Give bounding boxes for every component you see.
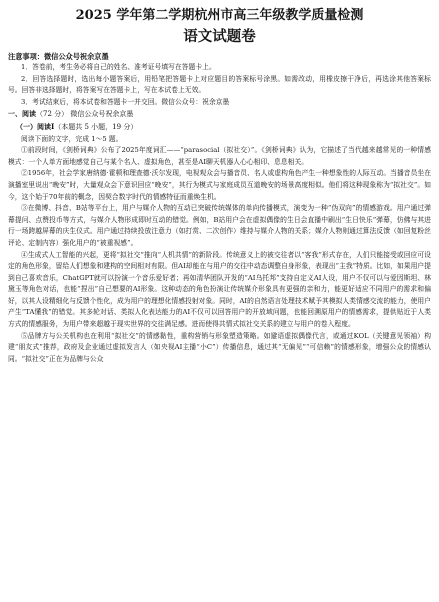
notice-heading: 注意事项：微信公众号祝余京墨 [8, 52, 109, 61]
passage-paragraph-3: ③在微博、抖音、B站等平台上，用户与媒介人物的互动已突破传统媒体的单向传播模式，演变为一种“伪双向”的情感游戏。用户通过弹幕提问、点赞投币等方式，与媒介人物形成即时互动的错觉。例如，B站用户会在虚拟偶像的生日会直播中刷出“生日快乐”弹幕，仿佛与其进行一场跨越屏幕的庆生仪式。用户通过持续投放注意力（如打赏、二次创作）维持与媒介人物的关系；媒介人物则通过算法反馈（如回复粉丝评论、定制内容）强化用户的“被重视感”。 [8, 204, 431, 247]
reading-heading [16, 121, 431, 134]
passage-paragraph-1: ①前段时间，《剑桥词典》公布了2025年度词汇——“parasocial（拟社交）”。《剑桥词典》认为，它描述了当代越来越常见的一种情感模式：一个人单方面地感觉自己与某个名人、虚拟角色，甚至是AI聊天机器人心心相印、息息相关。 [8, 146, 431, 166]
passage-paragraph-4: ④生成式人工智能的兴起，更将“拟社交”推向“人机共情”的新阶段。传统意义上的被交往者以“客我”形式存在，人们只能接受或回应可设定的角色形象，留给人们想象和建构的空间相对有限。但AI却能在与用户的交往中动态调整自身形象，表现出“主我”特质。比如，如果用户提到自己喜欢音乐，ChatGPT就可以扮演一个音乐爱好者；再如清华团队开发的“AI乌托邦”支持自定义AI人设，用户不仅可以与爱因斯坦、林黛玉等角色对话，也能“捏出”自己想要的AI形象。这种动态的角色扮演让传统媒介形象具有更强的亲和力，能更好适应不同用户的需求和偏好，以其人设精细化与反馈个性化，成为用户的理想化情感投射对象。同时，AI的自然语言处理技术赋予其模拟人类情感交流的能力，使用户产生“TA懂我”的错觉。其多轮对话、类拟人化表达能力的AI不仅可以回答用户的开放域问题，也能回溯原用户的情感需求，提供贴近于人类方式的情感服务，为用户带来超越于现实世界的交往满足感。进而使得共情式拟社交关系的建立与用户的卷入程度。 [8, 250, 431, 329]
passage-paragraph-2: ②1956年，社会学家唐纳德·霍顿和理查德·沃尔发现，电视观众会与播音员、名人或虚构角色产生一种想象性的人际互动。当播音员坐在演播室里说出“晚安”时，大量观众会下意识回应“晚安”，其行为模式与家庭成员互道晚安的场景高度相似。他们将这种现象称为“拟社交”。如今，这个始于70年前的概念，因契合数字时代的情感特征而重焕生机。 [8, 169, 431, 201]
reading-instruction: 阅读下面的文字，完成 1～5 题。 [21, 134, 123, 143]
reading-heading-label: （一）阅读Ⅰ [16, 121, 55, 131]
paper-subtitle: 语文试题卷 [183, 28, 256, 45]
section-heading [8, 108, 431, 121]
exam-title: 2025 学年第二学期杭州市高三年级教学质量检测 [75, 8, 364, 23]
section-heading-label: 一、阅读 [8, 109, 36, 119]
notice-item-1: 1．答卷前，考生务必将自己的姓名、准考证号填写在答题卡上。 [21, 63, 216, 71]
notice-item-3: 3．考试结束后，将本试卷和答题卡一并交回。微信公众号：祝余京墨 [21, 97, 230, 106]
notice-item-2: 2．回答选择题时，选出每小题答案后，用铅笔把答题卡上对应题目的答案标号涂黑。如需改动，用橡皮擦干净后，再选涂其他答案标号。回答非选择题时，将答案写在答题卡上，写在本试卷上无效。 [8, 74, 431, 95]
section-heading-rest: （72 分） 微信公众号祝余京墨 [36, 110, 134, 119]
reading-heading-rest: （本题共 5 小题，19 分） [54, 122, 138, 131]
passage-paragraph-5: ⑤品牌方与公关机构也在利用“拟社交”的情感黏性，重构营销与形象塑造策略。如避语虚拟偶像代言，或通过KOL（关键意见领袖）构建“朋友式”推荐，政府及企业通过虚拟发言人（如央视AI主播“小C”）传播信息，通过其“无偏见”“可信赖”的情感形象，增强公众的情感认同。“拟社交”正在为品牌与公众 [8, 331, 431, 363]
